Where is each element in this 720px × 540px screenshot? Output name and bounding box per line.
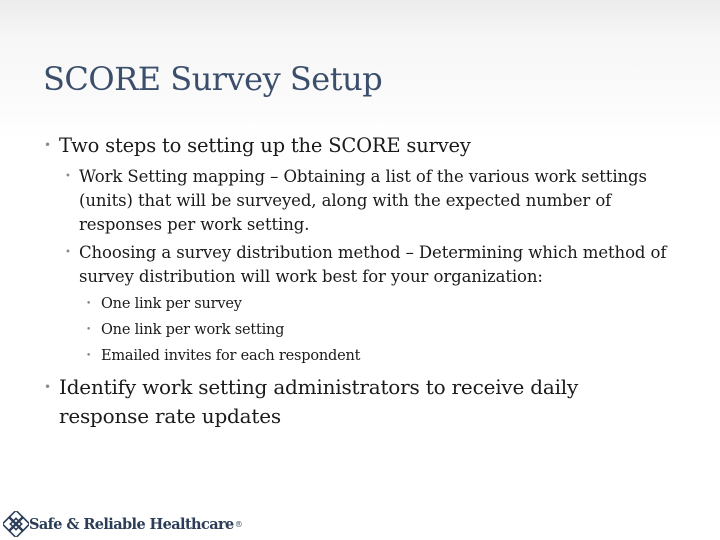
sub-sub-bullet-one-link-per-work-setting xyxy=(86,319,661,341)
bullet-dot: • xyxy=(86,325,92,335)
brand-name: Safe & Reliable Healthcare xyxy=(29,515,234,533)
bullet-dot: • xyxy=(44,380,51,394)
sub-sub-bullet-emailed-invites xyxy=(86,345,661,367)
bullet-text: One link per survey xyxy=(101,296,242,312)
bullet-dot: • xyxy=(86,351,92,361)
bullet-text: Emailed invites for each respondent xyxy=(101,348,361,364)
bullet-two-steps xyxy=(44,131,659,160)
bullet-text: Two steps to setting up the SCORE survey xyxy=(59,134,471,157)
bullet-text: One link per work setting xyxy=(101,322,285,338)
bullet-identify-administrators xyxy=(44,373,619,431)
sub-bullet-distribution-method xyxy=(65,241,669,289)
bullet-dot: • xyxy=(65,171,71,182)
bullet-dot: • xyxy=(65,247,71,258)
sub-bullet-work-setting-mapping xyxy=(65,165,669,237)
registered-mark: ® xyxy=(234,519,243,529)
bullet-dot: • xyxy=(44,138,51,152)
footer-logo xyxy=(3,511,243,537)
bullet-text: Choosing a survey distribution method – Determining which method of survey distribution will work best for your organization: xyxy=(79,243,667,286)
knot-logo-icon xyxy=(3,511,29,537)
bullet-text: Work Setting mapping – Obtaining a list of the various work settings (units) that will be surveyed, along with the expected number of responses per work setting. xyxy=(79,167,647,234)
bullet-dot: • xyxy=(86,299,92,309)
slide-title: SCORE Survey Setup xyxy=(43,60,383,98)
sub-sub-bullet-one-link-per-survey xyxy=(86,293,661,315)
bullet-text: Identify work setting administrators to receive daily response rate updates xyxy=(59,375,579,428)
